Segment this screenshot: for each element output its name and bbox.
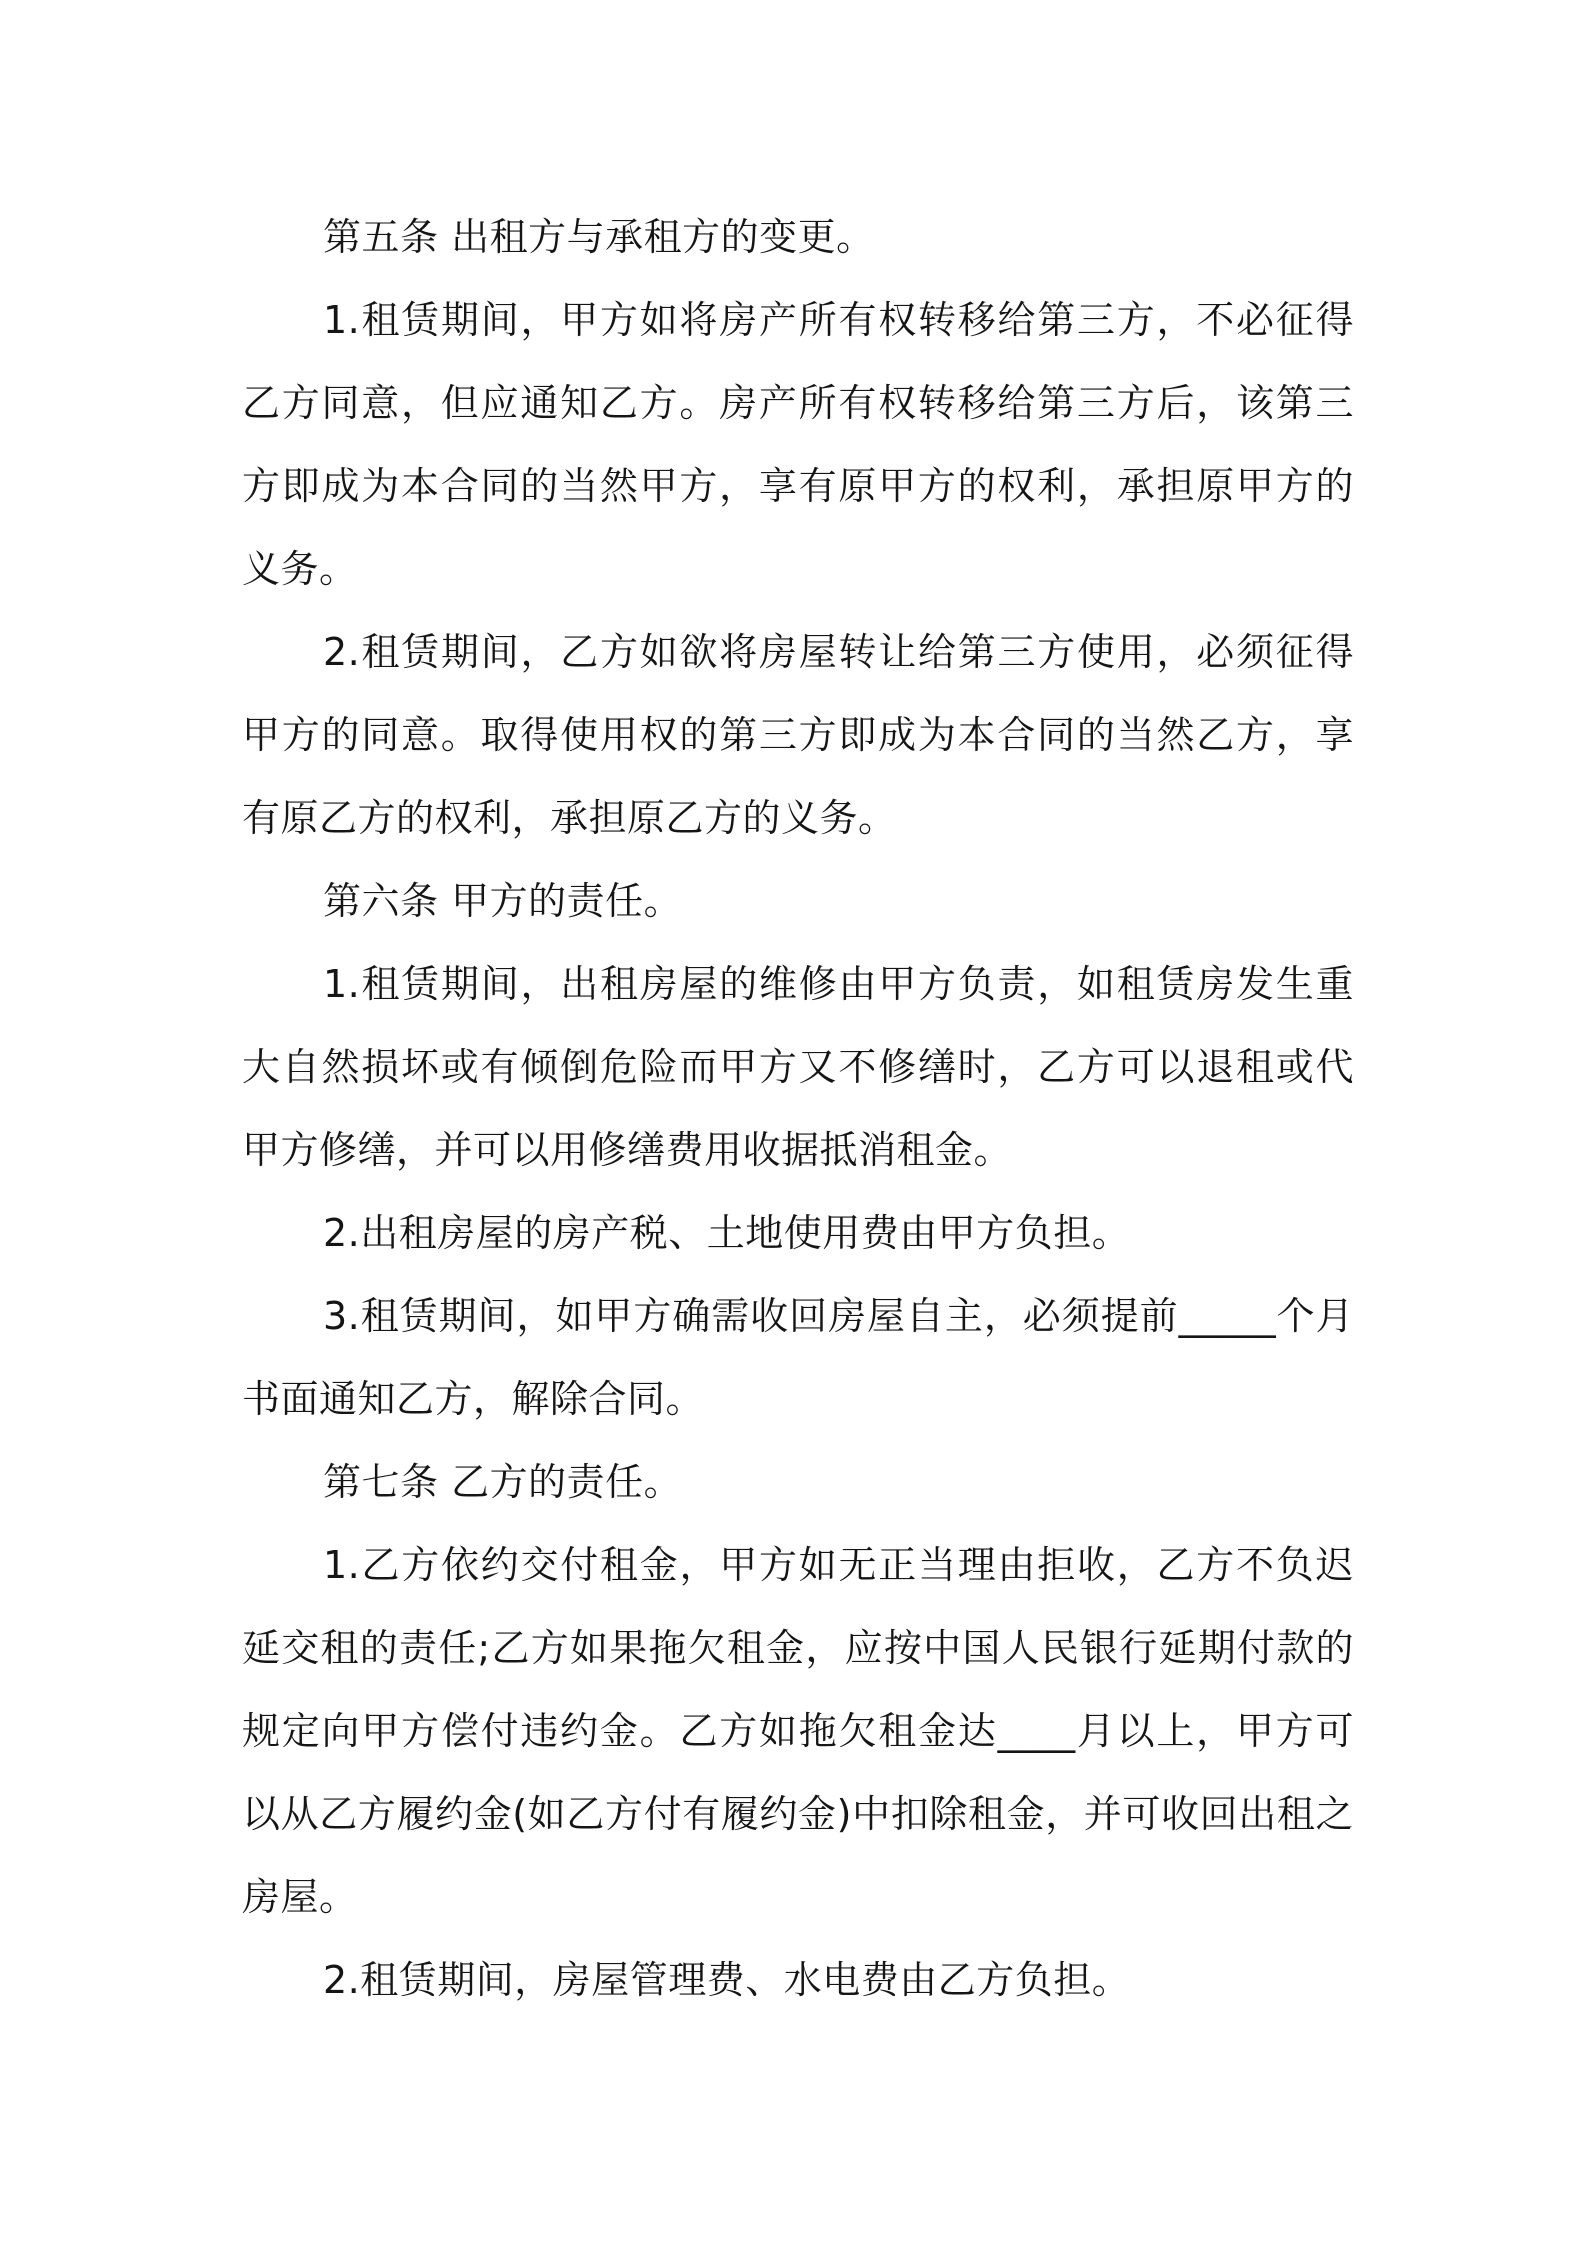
article-5-heading: 第五条 出租方与承租方的变更。 [323,215,875,259]
article-6-clause-1: 1.租赁期间，出租房屋的维修由甲方负责，如租赁房发生重大自然损坏或有倾倒危险而甲方又不修缮时，乙方可以退租或代甲方修缮，并可以用修缮费用收据抵消租金。 [242,962,1354,1172]
article-5-clause-2: 2.租赁期间，乙方如欲将房屋转让给第三方使用，必须征得甲方的同意。取得使用权的第三方即成为本合同的当然乙方，享有原乙方的权利，承担原乙方的义务。 [242,630,1354,840]
article-6-clause-3: 3.租赁期间，如甲方确需收回房屋自主，必须提前_____个月书面通知乙方，解除合同。 [242,1294,1354,1421]
article-7-clause-2: 2.租赁期间，房屋管理费、水电费由乙方负担。 [323,1958,1131,2002]
article-5-clause-1: 1.租赁期间，甲方如将房产所有权转移给第三方，不必征得乙方同意，但应通知乙方。房产所有权转移给第三方后，该第三方即成为本合同的当然甲方，享有原甲方的权利，承担原甲方的义务。 [242,298,1354,591]
article-7-heading: 第七条 乙方的责任。 [323,1460,683,1504]
article-7-clause-1: 1.乙方依约交付租金，甲方如无正当理由拒收，乙方不负迟延交租的责任;乙方如果拖欠租金，应按中国人民银行延期付款的规定向甲方偿付违约金。乙方如拖欠租金达____月以上，甲方可以从乙方履约金(如乙方付有履约金)中扣除租金，并可收回出租之房屋。 [242,1543,1354,1919]
document-body [242,196,1354,2022]
article-6-heading: 第六条 甲方的责任。 [323,879,683,923]
article-6-clause-2: 2.出租房屋的房产税、土地使用费由甲方负担。 [323,1211,1131,1255]
